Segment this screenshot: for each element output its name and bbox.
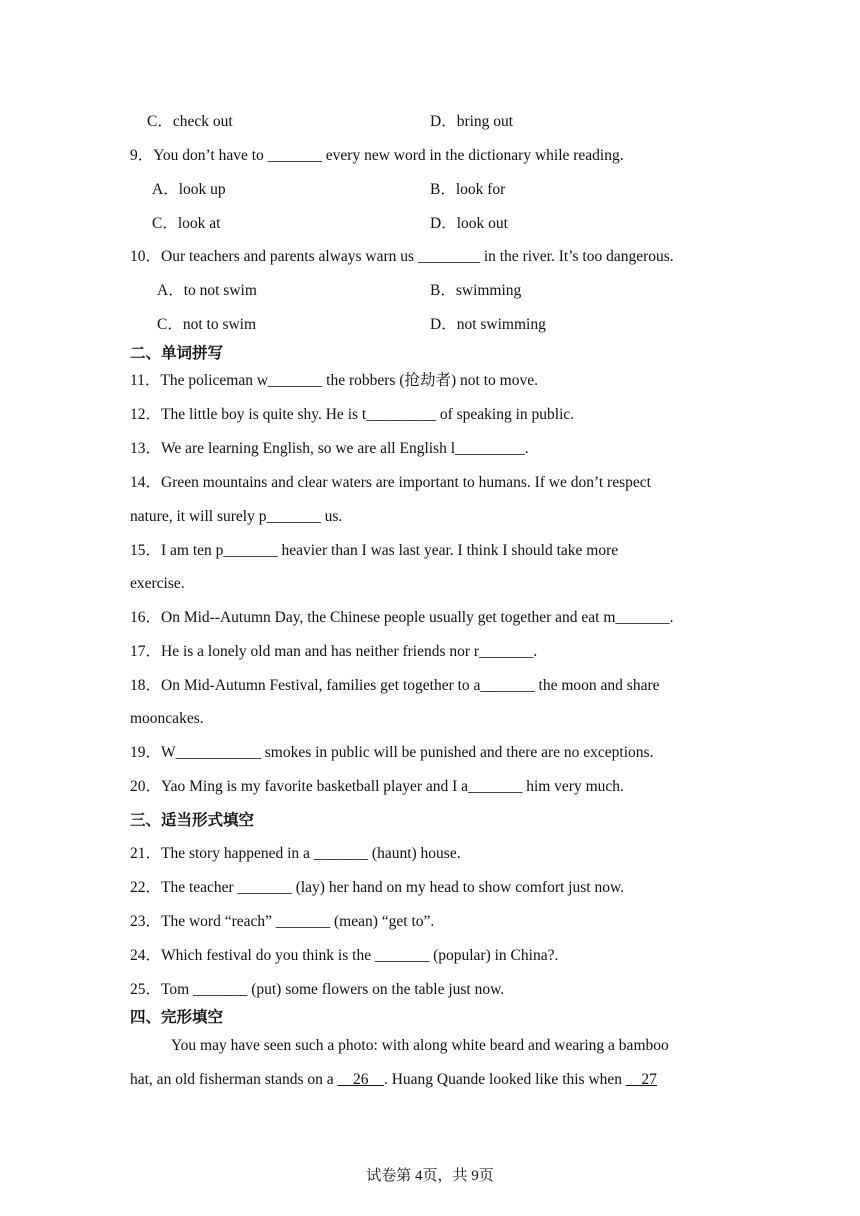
q9-option-c: C．look at	[152, 215, 221, 232]
q10-option-a: A．to not swim	[157, 282, 257, 299]
section-3-heading: 三、适当形式填空	[130, 811, 255, 829]
section-2-heading: 二、单词拼写	[130, 344, 224, 362]
section-4-heading: 四、完形填空	[130, 1008, 224, 1026]
question-14-line-2: nature, it will surely p_______ us.	[130, 508, 343, 525]
q9-option-a: A．look up	[152, 181, 226, 198]
question-13: 13．We are learning English, so we are all English l_________.	[130, 440, 529, 457]
question-21: 21．The story happened in a _______ (haunt) house.	[130, 845, 461, 862]
question-16: 16．On Mid--Autumn Day, the Chinese people usually get together and eat m_______.	[130, 609, 674, 626]
question-23: 23．The word “reach” _______ (mean) “get to”.	[130, 913, 435, 930]
question-25: 25．Tom _______ (put) some flowers on the table just now.	[130, 981, 505, 998]
question-15-line-2: exercise.	[130, 575, 185, 592]
question-14-line-1: 14．Green mountains and clear waters are important to humans. If we don’t respect	[130, 474, 651, 491]
question-17: 17．He is a lonely old man and has neither friends nor r_______.	[130, 643, 538, 660]
passage-line-1: You may have seen such a photo: with along white beard and wearing a bamboo	[171, 1037, 669, 1054]
q10-option-b: B．swimming	[430, 282, 522, 299]
question-20: 20．Yao Ming is my favorite basketball player and I a_______ him very much.	[130, 778, 624, 795]
q9-option-d: D．look out	[430, 215, 508, 232]
q8-option-c: C．check out	[147, 113, 233, 130]
question-22: 22．The teacher _______ (lay) her hand on my head to show comfort just now.	[130, 879, 625, 896]
q8-option-d: D．bring out	[430, 113, 514, 130]
q10-option-c: C．not to swim	[157, 316, 257, 333]
passage-line-2	[130, 1070, 657, 1090]
question-19: 19．W___________ smokes in public will be punished and there are no exceptions.	[130, 744, 654, 761]
question-24: 24．Which festival do you think is the _______ (popular) in China?.	[130, 947, 559, 964]
question-11: 11．The policeman w_______ the robbers (抢劫者) not to move.	[130, 372, 538, 389]
question-15-line-1: 15．I am ten p_______ heavier than I was last year. I think I should take more	[130, 542, 619, 559]
passage-line-2-middle: . Huang Quande looked like this when	[383, 1071, 626, 1088]
page-footer: 试卷第 4页，共 9页	[366, 1168, 494, 1184]
question-9: 9．You don’t have to _______ every new word in the dictionary while reading.	[130, 147, 624, 164]
passage-line-2-start: hat, an old fisherman stands on a	[130, 1071, 338, 1088]
question-18-line-1: 18．On Mid-Autumn Festival, families get together to a_______ the moon and share	[130, 677, 660, 694]
blank-26: __26__	[337, 1071, 384, 1088]
blank-27: __27	[625, 1071, 657, 1088]
q10-option-d: D．not swimming	[430, 316, 546, 333]
question-18-line-2: mooncakes.	[130, 710, 204, 727]
q9-option-b: B．look for	[430, 181, 506, 198]
question-12: 12．The little boy is quite shy. He is t_________ of speaking in public.	[130, 406, 575, 423]
question-10: 10．Our teachers and parents always warn us ________ in the river. It’s too dangerous.	[130, 248, 674, 265]
